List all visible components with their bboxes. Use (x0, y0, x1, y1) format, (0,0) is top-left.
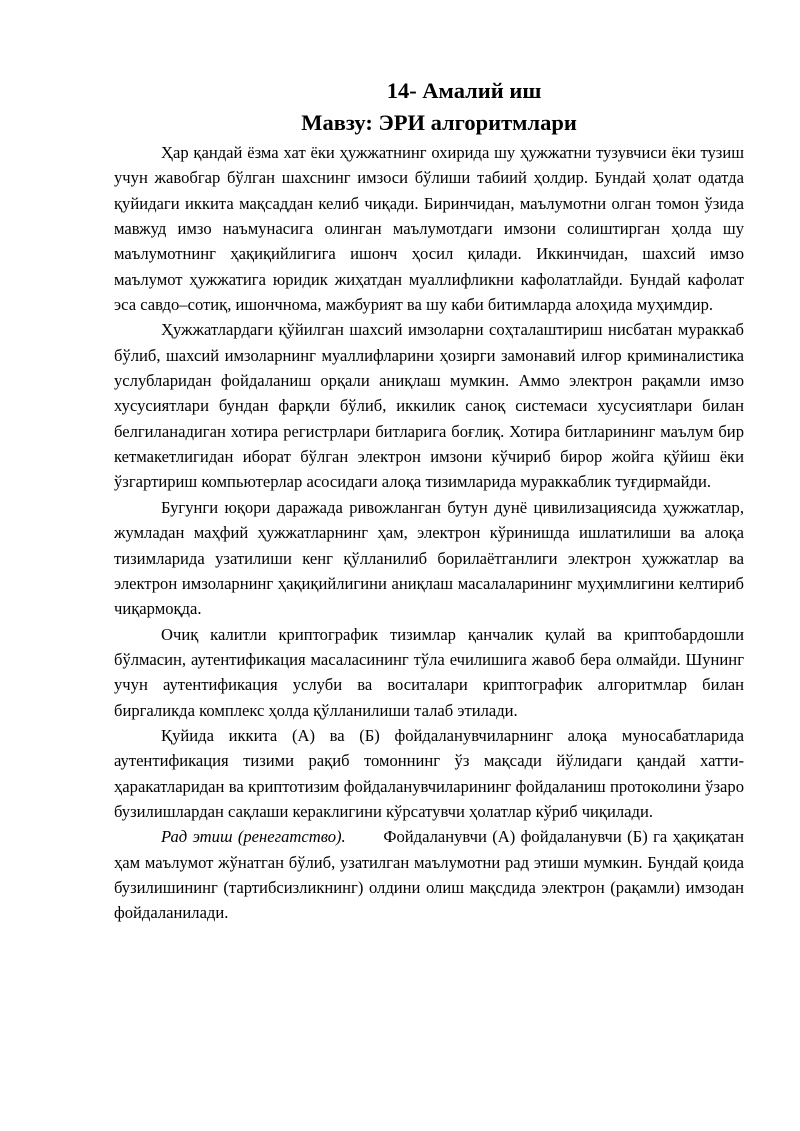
document-subtitle: Мавзу: ЭРИ алгоритмлари (301, 110, 577, 135)
document-title: 14- Амалий иш (386, 78, 542, 103)
paragraph-6 (114, 824, 744, 925)
paragraph-2: Ҳужжатлардаги қўйилган шахсий имзоларни соҳталаштириш нисбатан мураккаб бўлиб, шахсий имзоларнинг муаллифларини ҳозирги замонавий илғор криминалистика услубларидан фойдаланиш орқали аниқлаш мумкин. Аммо электрон рақамли имзо хусусиятлари бундан фарқли бўлиб, иккилик саноқ системаси хусусиятлари билан белгиланадиган хотира регистрлари битларига боғлиқ. Хотира битларининг маълум бир кетмакетлигидан иборат бўлган электрон имзони кўчириб бирор жойга қўйиш ёки ўзгартириш компьютерлар асосидаги алоқа тизимларида мураккаблик туғдирмайди. (114, 320, 744, 492)
document-page (114, 76, 744, 926)
document-body (114, 140, 744, 926)
paragraph-3: Бугунги юқори даражада ривожланган бутун дунё цивилизациясида ҳужжатлар, жумладан маҳфий ҳужжатларнинг ҳам, электрон кўринишда ишлатилиши ва алоқа тизимларида узатилиши кенг қўлланилиб борилаётганлиги электрон ҳужжатлар ва электрон имзоларнинг ҳақиқийлигини аниқлаш масалаларининг муҳимлигини келтириб чиқармоқда. (114, 497, 744, 619)
paragraph-4: Очиқ калитли криптографик тизимлар қанчалик қулай ва криптобардошли бўлмасин, аутентификация масаласининг тўла ечилишига жавоб бера олмайди. Шунинг учун аутентификация услуби ва воситалари криптографик алгоритмлар билан биргаликда комплекс ҳолда қўлланилиши талаб этилади. (114, 624, 744, 720)
paragraph-6-text: Фойдаланувчи (А) фойдаланувчи (Б) га ҳақиқатан ҳам маълумот жўнатган бўлиб, узатилган маълумотни рад этиши мумкин. Бундай қоида бузилишининг (тартибсизликнинг) олдини олиш мақсдида электрон (рақамли) имзодан фойдаланилади. (114, 827, 744, 923)
paragraph-6-italic-term: Рад этиш (ренегатство). (161, 827, 346, 847)
paragraph-1: Ҳар қандай ёзма хат ёки ҳужжатнинг охирида шу ҳужжатни тузувчиси ёки тузиш учун жавобгар бўлган шахснинг имзоси бўлиши табиий ҳолдир. Бундай ҳолат одатда қуйидаги иккита мақсаддан келиб чиқади. Биринчидан, маълумотни олган томон ўзида мавжуд имзо наъмунасига олинган маълумотдаги имзони солиштирган ҳолда шу маълумотнинг ҳақиқийлигига ишонч ҳосил қилади. Иккинчидан, шахсий имзо маълумот ҳужжатига юридик жиҳатдан муаллифликни кафолатлайди. Бундай кафолат эса савдо–сотиқ, ишончнома, мажбурият ва шу каби битимларда алоҳида муҳимдир. (114, 143, 744, 315)
paragraph-5: Қуйида иккита (А) ва (Б) фойдаланувчиларнинг алоқа муносабатларида аутентификация тизими рақиб томоннинг ўз мақсади йўлидаги қандай хатти-ҳаракатларидан ва криптотизим фойдаланувчиларининг фойдаланиш протоколини ўзаро бузилишлардан сақлаши кераклигини кўрсатувчи ҳолатлар кўриб чиқилади. (114, 725, 744, 821)
